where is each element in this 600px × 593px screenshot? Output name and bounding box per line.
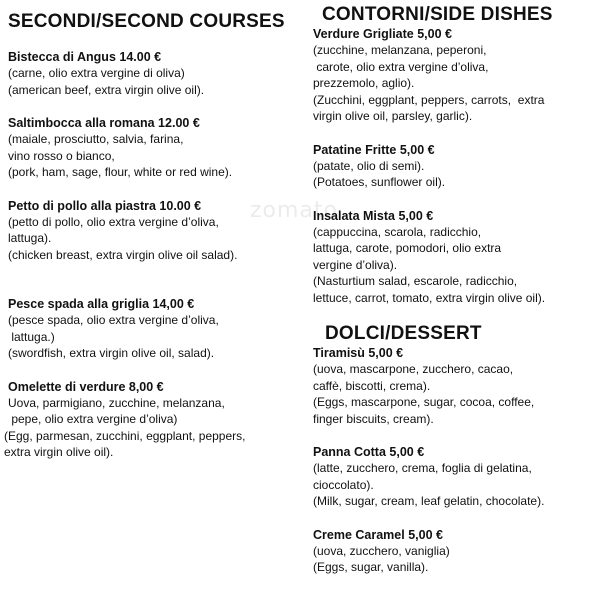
menu-item-description: (Potatoes, sunflower oil).: [313, 175, 446, 189]
menu-item-description: extra virgin olive oil).: [4, 445, 114, 459]
menu-item-insalata-mista: [313, 208, 596, 307]
menu-item-description: (Eggs, mascarpone, sugar, cocoa, coffee,: [313, 395, 535, 409]
menu-item-description: (Egg, parmesan, zucchini, eggplant, peppers,: [4, 428, 246, 443]
menu-item-description: (pesce spada, olio extra vergine d’oliva,: [8, 313, 219, 327]
menu-item-name: Pesce spada alla griglia 14,00 €: [8, 297, 195, 311]
menu-item-description: carote, olio extra vergine d’oliva,: [313, 59, 489, 74]
menu-item-name: Saltimbocca alla romana 12.00 €: [8, 116, 200, 130]
second-courses-column: [4, 0, 300, 478]
menu-item-panna-cotta: [313, 444, 596, 510]
menu-item-description: lattuga.): [8, 329, 55, 344]
menu-item-omelette: [4, 379, 300, 461]
menu-item-description: caffè, biscotti, crema).: [313, 378, 431, 393]
menu-item-name: Verdure Grigliate 5,00 €: [313, 27, 452, 41]
menu-item-name: Insalata Mista 5,00 €: [313, 208, 434, 223]
menu-item-description: lattuga, carote, pomodori, olio extra: [313, 241, 502, 255]
side-dishes-title: CONTORNI/SIDE DISHES: [322, 4, 553, 25]
menu-item-name: Bistecca di Angus 14.00 €: [8, 50, 162, 64]
menu-item-pesce-spada: [8, 296, 300, 362]
menu-item-petto-di-pollo: [8, 198, 300, 264]
menu-item-description: prezzemolo, aglio).: [313, 76, 415, 90]
menu-item-saltimbocca: [8, 115, 300, 181]
menu-item-description: lattuga).: [8, 231, 52, 245]
menu-item-name: Tiramisù 5,00 €: [313, 346, 404, 360]
menu-item-description: (Eggs, sugar, vanilla).: [313, 560, 429, 574]
menu-item-name: Panna Cotta 5,00 €: [313, 445, 425, 459]
menu-item-description: lettuce, carrot, tomato, extra virgin olive oil).: [313, 290, 546, 305]
menu-item-description: vino rosso o bianco,: [8, 148, 115, 163]
menu-item-description: finger biscuits, cream).: [313, 411, 434, 426]
menu-item-description: (uova, mascarpone, zucchero, cacao,: [313, 362, 514, 376]
menu-item-description: cioccolato).: [313, 477, 374, 492]
menu-item-description: pepe, olio extra vergine d’oliva): [8, 412, 178, 426]
menu-item-description: virgin olive oil, parsley, garlic).: [313, 109, 473, 123]
menu-item-description: (carne, olio extra vergine di oliva): [8, 66, 185, 80]
menu-item-description: (maiale, prosciutto, salvia, farina,: [8, 132, 184, 146]
side-dishes-dessert-column: [313, 0, 596, 593]
menu-item-verdure-grigliate: [313, 26, 596, 125]
menu-item-creme-caramel: [313, 527, 596, 576]
menu-item-description: (Nasturtium salad, escarole, radicchio,: [313, 274, 518, 288]
menu-item-name: Patatine Fritte 5,00 €: [313, 142, 435, 157]
menu-item-description: (pork, ham, sage, flour, white or red wine).: [8, 165, 233, 179]
menu-item-description: (petto di pollo, olio extra vergine d’oliva,: [8, 214, 219, 229]
menu-item-description: (swordfish, extra virgin olive oil, salad).: [8, 346, 215, 360]
menu-item-description: (Zucchini, eggplant, peppers, carrots, extra: [313, 92, 545, 107]
dessert-title: DOLCI/DESSERT: [325, 323, 482, 344]
menu-item-bistecca: [8, 49, 300, 98]
menu-item-description: (chicken breast, extra virgin olive oil salad).: [8, 247, 238, 262]
menu-item-name: Petto di pollo alla piastra 10.00 €: [8, 198, 202, 213]
watermark-text: zomato: [250, 198, 339, 223]
menu-item-patatine-fritte: [313, 142, 596, 191]
menu-item-description: (latte, zucchero, crema, foglia di gelatina,: [313, 461, 532, 475]
menu-item-name: Creme Caramel 5,00 €: [313, 527, 443, 542]
menu-item-description: (uova, zucchero, vaniglia): [313, 543, 450, 558]
menu-item-tiramisu: [313, 345, 596, 427]
menu-item-name: Omelette di verdure 8,00 €: [8, 379, 164, 394]
second-courses-title: SECONDI/SECOND COURSES: [8, 11, 285, 32]
menu-item-description: vergine d’oliva).: [313, 257, 398, 272]
menu-item-description: (Milk, sugar, cream, leaf gelatin, chocolate).: [313, 494, 545, 508]
menu-item-description: Uova, parmigiano, zucchine, melanzana,: [8, 395, 225, 410]
menu-item-description: (cappuccina, scarola, radicchio,: [313, 224, 482, 239]
menu-item-description: (american beef, extra virgin olive oil).: [8, 82, 205, 97]
menu-item-description: (zucchine, melanzana, peperoni,: [313, 43, 487, 57]
menu-item-description: (patate, olio di semi).: [313, 158, 425, 173]
